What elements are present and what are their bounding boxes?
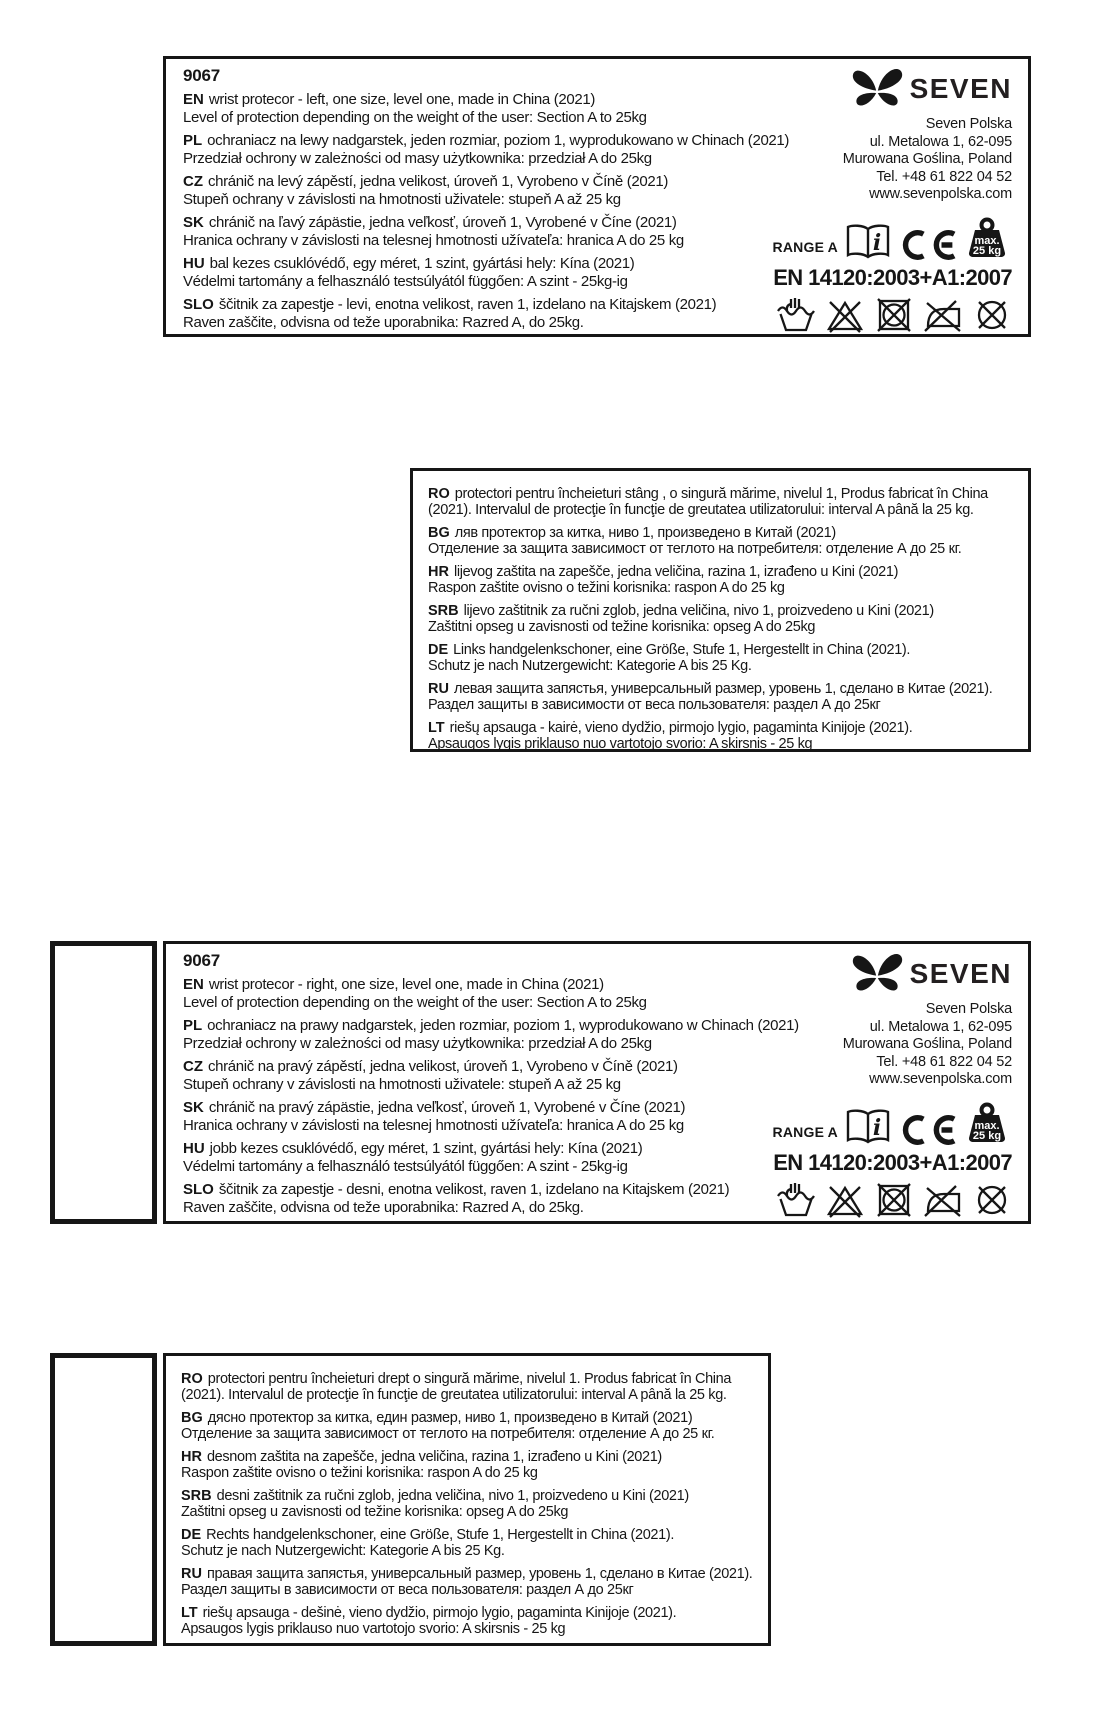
language-entry: [181, 1372, 753, 1403]
entry-line-1: lijevo zaštitnik za ručni zglob, jedna veličina, nivo 1, proizvedeno u Kini (2021): [463, 603, 934, 619]
range-label: RANGE A: [772, 238, 838, 255]
entry-line-1: riešų apsauga - dešinė, vieno dydžio, pirmojo lygio, pagaminta Kinijoje (2021).: [202, 1605, 677, 1621]
language-code: RO: [181, 1371, 203, 1387]
language-code: EN: [183, 91, 204, 108]
address-line: www.sevenpolska.com: [869, 1071, 1012, 1087]
entry-line-2: Raven zaščite, odvisna od teže uporabnika: Razred A, do 25kg.: [183, 313, 584, 331]
blank-mirror-box: [50, 1353, 157, 1646]
language-entry: [181, 1411, 753, 1442]
do-not-bleach-icon: [825, 295, 865, 335]
language-code: PL: [183, 132, 203, 149]
entry-line-2: Level of protection depending on the weight of the user: Section A to 25kg: [183, 108, 647, 126]
language-code: RO: [428, 486, 450, 502]
entry-line-1: riešų apsauga - kairė, vieno dydžio, pirmojo lygio, pagaminta Kinijoje (2021).: [449, 720, 913, 736]
language-code: SK: [183, 1099, 204, 1116]
product-code: 9067: [183, 66, 221, 85]
language-entry: [428, 565, 1013, 596]
address-line: www.sevenpolska.com: [869, 186, 1012, 202]
language-entry: [183, 173, 828, 208]
label-left-wrist-translations: [410, 468, 1031, 752]
ce-mark-icon: [898, 1114, 956, 1146]
language-entry: [181, 1528, 753, 1559]
brand-certification-column: [772, 950, 1012, 1220]
entry-line-1: ляв протектор за китка, ниво 1, произведено в Китай (2021): [454, 525, 836, 541]
entry-line-1: Rechts handgelenkschoner, eine Größe, Stufe 1, Hergestellt in China (2021).: [206, 1527, 674, 1543]
entry-line-1: desni zaštitnik za ručni zglob, jedna veličina, nivo 1, proizvedeno u Kini (2021): [216, 1488, 689, 1504]
language-entries: [183, 91, 828, 331]
manual-i-glyph: i: [872, 229, 882, 256]
entry-line-2: Hranica ochrany v závislosti na telesnej hmotnosti užívateľa: hranica A do 25 kg: [183, 231, 684, 249]
language-entry: [183, 1017, 828, 1052]
certification-row: [772, 1102, 1012, 1146]
entry-line-2: (2021). Intervalul de protecţie în funcţie de greutatea utilizatorului: interval A până la 25 kg.: [428, 501, 974, 518]
language-entries: [428, 487, 1013, 752]
language-code: HR: [428, 564, 449, 580]
brand-wordmark: SEVEN: [909, 958, 1012, 989]
language-entry: [428, 682, 1013, 713]
address-line: Murowana Goślina, Poland: [842, 151, 1012, 167]
max-weight-icon: [962, 217, 1012, 261]
entry-line-2: Schutz je nach Nutzergewicht: Kategorie A bis 25 Kg.: [181, 1542, 505, 1559]
entry-line-1: левая защита запястья, универсальный размер, уровень 1, сделано в Китае (2021).: [453, 681, 993, 697]
entry-line-1: chránič na pravý zápästie, jedna veľkosť, úroveň 1, Vyrobené v Číne (2021): [208, 1099, 686, 1116]
language-entry: [181, 1450, 753, 1481]
do-not-dry-clean-icon: [972, 295, 1012, 335]
language-entry: [181, 1567, 753, 1598]
brand-wordmark: SEVEN: [909, 73, 1012, 104]
language-code: HU: [183, 255, 205, 272]
language-code: LT: [428, 720, 445, 736]
weight-max-text: max.: [974, 234, 1000, 247]
entry-line-2: Zaštitni opseg u zavisnosti od težine korisnika: opseg A do 25kg: [428, 618, 816, 635]
hand-wash-icon: [776, 1180, 816, 1220]
language-entry: [428, 643, 1013, 674]
address-line: ul. Metalowa 1, 62-095: [869, 1018, 1012, 1035]
address-line: Tel. +48 61 822 04 52: [876, 1053, 1012, 1070]
language-entry: [183, 1058, 828, 1093]
entry-line-2: Raspon zaštite ovisno o težini korisnika: raspon A do 25 kg: [181, 1464, 538, 1481]
range-label: RANGE A: [772, 1123, 838, 1140]
entry-line-2: Zaštitni opseg u zavisnosti od težine korisnika: opseg A do 25kg: [181, 1503, 569, 1520]
instruction-manual-icon: [844, 1108, 892, 1146]
language-entry: [183, 132, 828, 167]
do-not-iron-icon: [923, 295, 963, 335]
language-entry: [183, 1099, 828, 1134]
entry-line-2: Apsaugos lygis priklauso nuo vartotojo svorio: A skirsnis - 25 kg: [428, 735, 813, 752]
label-text-column: [183, 66, 828, 331]
do-not-tumble-dry-icon: [874, 295, 914, 335]
butterfly-logo-icon: [849, 950, 905, 998]
standard-number: EN 14120:2003+A1:2007: [773, 1149, 1012, 1175]
language-code: RU: [181, 1566, 202, 1582]
entry-line-2: Отделение за защита зависимост от теглото на потребителя: отделение А до 25 кг.: [181, 1425, 715, 1442]
entry-line-1: ščitnik za zapestje - levi, enotna velikost, raven 1, izdelano na Kitajskem (2021): [218, 296, 717, 313]
ce-mark-icon: [898, 229, 956, 261]
entry-line-1: desnom zaštita na zapešče, jedna veličina, razina 1, izrađeno u Kini (2021): [206, 1449, 662, 1465]
label-9067-right-wrist: [163, 941, 1031, 1224]
address-line: Murowana Goślina, Poland: [842, 1036, 1012, 1052]
language-entry: [181, 1606, 753, 1637]
language-entry: [428, 604, 1013, 635]
entry-line-1: bal kezes csuklóvédő, egy méret, 1 szint, gyártási hely: Kína (2021): [209, 255, 635, 272]
language-code: CZ: [183, 1058, 203, 1075]
address-line: Seven Polska: [925, 116, 1012, 132]
language-code: DE: [428, 642, 449, 658]
language-code: BG: [181, 1410, 203, 1426]
entry-line-2: Raspon zaštite ovisno o težini korisnika: raspon A do 25 kg: [428, 579, 785, 596]
label-right-wrist-translations: [163, 1353, 771, 1646]
do-not-tumble-dry-icon: [874, 1180, 914, 1220]
language-entry: [183, 1181, 828, 1216]
weight-kg-text: 25 kg: [972, 244, 1002, 257]
entry-line-1: chránič na pravý zápěstí, jedna velikost, úroveň 1, Vyrobeno v Číně (2021): [208, 1058, 678, 1075]
entry-line-2: Przedział ochrony w zależności od masy użytkownika: przedział A do 25kg: [183, 149, 652, 167]
max-weight-icon: [962, 1102, 1012, 1146]
language-code: DE: [181, 1527, 202, 1543]
standard-number: EN 14120:2003+A1:2007: [773, 264, 1012, 290]
language-code: PL: [183, 1017, 203, 1034]
entry-line-2: Raven zaščite, odvisna od teže uporabnika: Razred A, do 25kg.: [183, 1198, 584, 1216]
entry-line-2: Раздел защиты в зависимости от веса пользователя: раздел А до 25кг: [181, 1581, 634, 1598]
entry-line-1: ochraniacz na lewy nadgarstek, jeden rozmiar, poziom 1, wyprodukowano w Chinach (2021): [207, 132, 790, 149]
care-symbols-row: [772, 1180, 1012, 1220]
entry-line-2: Hranica ochrany v závislosti na telesnej hmotnosti užívateľa: hranica A do 25 kg: [183, 1116, 684, 1134]
entry-line-1: protectori pentru încheieturi stâng , o singură mărime, nivelul 1, Produs fabricat în China: [454, 486, 988, 502]
seven-logo: [772, 65, 1012, 113]
language-code: EN: [183, 976, 204, 993]
entry-line-2: Stupeň ochrany v závislosti na hmotnosti uživatele: stupeň A až 25 kg: [183, 1075, 621, 1093]
language-entry: [183, 214, 828, 249]
entry-line-1: jobb kezes csuklóvédő, egy méret, 1 szint, gyártási hely: Kína (2021): [209, 1140, 643, 1157]
certification-row: [772, 217, 1012, 261]
entry-line-2: Level of protection depending on the weight of the user: Section A to 25kg: [183, 993, 647, 1011]
company-address: [772, 116, 1012, 204]
entry-line-1: lijevog zaštita na zapešče, jedna veličina, razina 1, izrađeno u Kini (2021): [453, 564, 899, 580]
entry-line-2: Schutz je nach Nutzergewicht: Kategorie A bis 25 Kg.: [428, 657, 752, 674]
weight-kg-text: 25 kg: [972, 1129, 1002, 1142]
language-code: LT: [181, 1605, 198, 1621]
language-code: SLO: [183, 1181, 214, 1198]
address-line: Tel. +48 61 822 04 52: [876, 168, 1012, 185]
address-line: Seven Polska: [925, 1001, 1012, 1017]
entry-line-2: (2021). Intervalul de protecţie în funcţie de greutatea utilizatorului: interval A până la 25 kg.: [181, 1386, 727, 1403]
language-code: SRB: [428, 603, 459, 619]
entry-line-2: Przedział ochrony w zależności od masy użytkownika: przedział A do 25kg: [183, 1034, 652, 1052]
company-address: [772, 1001, 1012, 1089]
entry-line-1: ščitnik za zapestje - desni, enotna velikost, raven 1, izdelano na Kitajskem (2021): [218, 1181, 730, 1198]
blank-mirror-box: [50, 941, 157, 1224]
care-symbols-row: [772, 295, 1012, 335]
address-line: ul. Metalowa 1, 62-095: [869, 133, 1012, 150]
language-entry: [183, 976, 828, 1011]
hand-wash-icon: [776, 295, 816, 335]
language-code: HU: [183, 1140, 205, 1157]
language-entries: [183, 976, 828, 1216]
weight-max-text: max.: [974, 1119, 1000, 1132]
language-entry: [428, 721, 1013, 752]
do-not-iron-icon: [923, 1180, 963, 1220]
label-text-column: [183, 951, 828, 1216]
entry-line-1: chránič na levý zápěstí, jedna velikost, úroveň 1, Vyrobeno v Číně (2021): [208, 173, 668, 190]
language-code: BG: [428, 525, 450, 541]
language-code: SLO: [183, 296, 214, 313]
do-not-bleach-icon: [825, 1180, 865, 1220]
entry-line-1: protectori pentru încheieturi drept o singură mărime, nivelul 1. Produs fabricat în China: [207, 1371, 732, 1387]
entry-line-1: wrist protecor - right, one size, level one, made in China (2021): [208, 976, 604, 993]
entry-line-1: Links handgelenkschoner, eine Größe, Stufe 1, Hergestellt in China (2021).: [453, 642, 911, 658]
language-code: RU: [428, 681, 449, 697]
entry-line-2: Отделение за защита зависимост от теглото на потребителя: отделение А до 25 кг.: [428, 540, 962, 557]
entry-line-1: правая защита запястья, универсальный размер, уровень 1, сделано в Китае (2021).: [206, 1566, 753, 1582]
language-entry: [428, 526, 1013, 557]
entry-line-2: Apsaugos lygis priklauso nuo vartotojo svorio: A skirsnis - 25 kg: [181, 1620, 566, 1637]
seven-logo: [772, 950, 1012, 998]
butterfly-logo-icon: [849, 65, 905, 113]
language-code: HR: [181, 1449, 202, 1465]
entry-line-2: Stupeň ochrany v závislosti na hmotnosti uživatele: stupeň A až 25 kg: [183, 190, 621, 208]
language-entry: [183, 1140, 828, 1175]
language-entry: [183, 255, 828, 290]
label-9067-left-wrist: [163, 56, 1031, 337]
language-entry: [428, 487, 1013, 518]
manual-i-glyph: i: [872, 1114, 882, 1141]
language-entry: [183, 296, 828, 331]
language-entry: [181, 1489, 753, 1520]
language-code: SRB: [181, 1488, 212, 1504]
language-code: CZ: [183, 173, 203, 190]
product-code: 9067: [183, 951, 221, 970]
label-text-column: [181, 1364, 753, 1637]
entry-line-2: Védelmi tartomány a felhasználó testsúlyától függően: A szint - 25kg-ig: [183, 1157, 628, 1175]
label-text-column: [428, 479, 1013, 752]
do-not-dry-clean-icon: [972, 1180, 1012, 1220]
brand-certification-column: [772, 65, 1012, 335]
entry-line-2: Védelmi tartomány a felhasználó testsúlyától függően: A szint - 25kg-ig: [183, 272, 628, 290]
language-entries: [181, 1372, 753, 1637]
language-entry: [183, 91, 828, 126]
language-code: SK: [183, 214, 204, 231]
entry-line-1: дясно протектор за китка, един размер, ниво 1, произведено в Китай (2021): [207, 1410, 693, 1426]
entry-line-1: wrist protecor - left, one size, level one, made in China (2021): [208, 91, 595, 108]
instruction-manual-icon: [844, 223, 892, 261]
entry-line-1: ochraniacz na prawy nadgarstek, jeden rozmiar, poziom 1, wyprodukowano w Chinach (2021): [207, 1017, 799, 1034]
entry-line-1: chránič na ľavý zápästie, jedna veľkosť, úroveň 1, Vyrobené v Číne (2021): [208, 214, 677, 231]
entry-line-2: Раздел защиты в зависимости от веса пользователя: раздел А до 25кг: [428, 696, 881, 713]
